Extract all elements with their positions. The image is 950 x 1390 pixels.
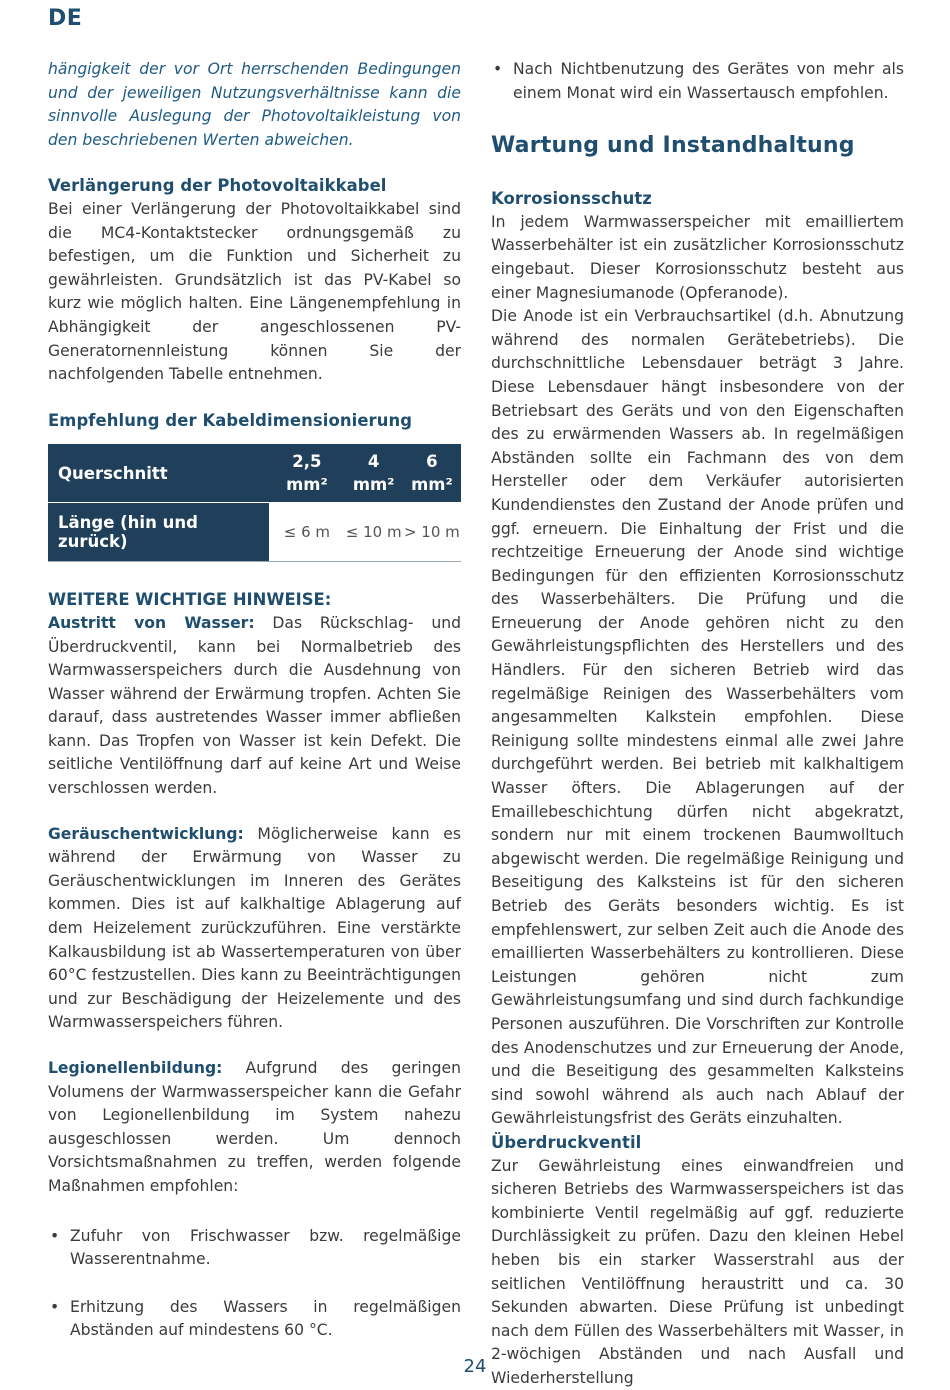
noise-lead: Geräuschentwicklung: [48,824,244,843]
legionella-text: Aufgrund des geringen Volumens der Warmwasserspeicher kann die Gefahr von Legionellenbildung im System nahezu ausgeschlossen werden. Um dennoch Vorsichtsmaßnahmen zu treffen, werden folgende Maßnahmen empfohlen: [48,1059,461,1195]
cable-table-heading: Empfehlung der Kabeldimensionierung [48,410,413,430]
water-text: Das Rückschlag- und Überdruckventil, kann bei Normalbetrieb des Warmwasserspeichers durch die Ausdehnung von Wasser während der Erwärmung tropfen. Achten Sie darauf, dass austretendes Wasser immer abfließen kann. Das Tropfen von Wasser ist kein Defekt. Die seitliche Ventilöffnung darf auf keine Art und Weise verschlossen werden. [48,613,462,798]
corrosion-text-1: In jedem Warmwasserspeicher mit emailliertem Wasserbehälter ist ein zusätzlicher Korrosionsschutz eingebaut. Dieser Korrosionsschutz besteht aus einer Magnesiumanode (Opferanode). [491,212,904,302]
table-row [48,503,461,562]
noise-paragraph [48,823,461,1035]
table-cell: ≤ 6 m [269,503,344,562]
water-paragraph [48,612,461,801]
table-header-row [48,444,461,503]
left-column [48,58,461,1343]
table-header-cell: Querschnitt [48,444,269,503]
valve-heading: Überdruckventil [491,1132,642,1152]
language-label: DE [48,6,83,31]
water-exchange-list [491,58,904,105]
cable-dimension-table [48,444,461,562]
corrosion-heading: Korrosionsschutz [491,189,652,209]
table-header-cell: 2,5 mm² [269,444,344,503]
right-column [491,58,904,1390]
table-cell: > 10 m [403,503,461,562]
page-number: 24 [463,1356,487,1377]
pv-cable-text: Bei einer Verlängerung der Photovoltaikkabel sind die MC4-Kontaktstecker ordnungsgemäß zu befestigen, um die Funktion und Sicherheit zu gewährleisten. Grundsätzlich ist das PV-Kabel so kurz wie möglich halten. Eine Längenempfehlung in Abhängigkeit der angeschlossenen PV-Generatornennleistung können Sie der nachfolgenden Tabelle entnehmen. [48,199,461,384]
corrosion-text-2: Die Anode ist ein Verbrauchsartikel (d.h. Abnutzung während des normalen Gerätebetriebs). Die durchschnittliche Lebensdauer beträgt 3 Jahre. Diese Lebensdauer hängt insbesondere von der Betriebsart des Geräts und von den Eigenschaften des zu erwärmenden Wassers ab. In regelmäßigen Abständen sollte ein Fachmann des von dem Hersteller oder dem Verkäufer autorisierten Kundendienstes den Zustand der Anode prüfen und ggf. erneuern. Die Einhaltung der Frist und die rechtzeitige Erneuerung der Anode sind wichtige Bedingungen für den effizienten Korrosionsschutz des Wasserbehälters. Die Prüfung und die Erneuerung der Anode gehören nicht zu den Gewährleistungspflichten des Herstellers und des Händlers. Für den sicheren Betrieb wird das regelmäßige Reinigen des Wasserbehälters vom angesammelten Kalkstein empfohlen. Diese Reinigung sollte mindestens einmal alle zwei Jahre durchgeführt werden. Bei betrieb mit kalkhaltigem Wasser öfters. Die Ablagerungen auf der Emaillebeschichtung dürfen nicht abgekratzt, sondern nur mit einem trockenen Baumwolltuch abgewischt werden. Die regelmäßige Reinigung und Beseitigung des Kalksteins ist für den sicheren Betrieb des Geräts besonders wichtig. Es ist empfehlenswert, zur selben Zeit auch die Anode des emaillierten Wasserbehälters zu kontrollieren. Diese Leistungen gehören nicht zum Gewährleistungsumfang und sind durch fachkundige Personen auszuführen. Die Vorschriften zur Kontrolle des Anodenschutzes und zur Erneuerung der Anode, und die Beseitigung des gesammelten Kalksteins sind sowohl während als auch nach Ablauf der Gewährleistungsfrist des Geräts einzuhalten. [491,307,904,1128]
legionella-measures-list [48,1225,461,1343]
list-item: • Erhitzung des Wassers in regelmäßigen Abständen auf mindestens 60 °C. [48,1296,461,1343]
noise-text: Möglicherweise kann es während der Erwärmung von Wasser zu Geräuschentwicklungen im Inneren des Gerätes kommen. Dies ist auf kalkhaltige Ablagerung auf dem Heizelement zurückzuführen. Eine verstärkte Kalkausbildung ist ab Wassertemperaturen von über 60°C festzustellen. Dies kann zu Beeinträchtigungen und zur Beschädigung der Heizelemente und des Warmwasserspeichers führen. [48,824,461,1032]
intro-text: hängigkeit der vor Ort herrschenden Bedingungen und der jeweiligen Nutzungsverhältnisse kann die sinnvolle Auslegung der Photovoltaikleistung von den beschriebenen Werten abweichen. [48,60,461,149]
pv-cable-heading: Verlängerung der Photovoltaikkabel [48,176,387,196]
legionella-lead: Legionellenbildung: [48,1059,223,1077]
table-header-cell: 6 mm² [403,444,461,503]
legionella-paragraph [48,1057,461,1199]
maintenance-heading: Wartung und Instandhaltung [491,133,855,159]
table-cell: ≤ 10 m [345,503,403,562]
list-item: • Nach Nichtbenutzung des Gerätes von mehr als einem Monat wird ein Wassertausch empfohlen. [491,58,904,105]
table-header-cell: 4 mm² [345,444,403,503]
table-row-label: Länge (hin und zurück) [48,503,269,562]
notes-heading: WEITERE WICHTIGE HINWEISE: [48,590,332,610]
list-item: • Zufuhr von Frischwasser bzw. regelmäßige Wasserentnahme. [48,1225,461,1272]
water-lead: Austritt von Wasser: [48,613,255,632]
valve-text: Zur Gewährleistung eines einwandfreien und sicheren Betriebs des Warmwasserspeichers ist das kombinierte Ventil regelmäßig auf ggf. reduzierte Durchlässigkeit zu prüfen. Dazu den kleinen Hebel heben bis ein starker Wasserstrahl aus der seitlichen Ventilöffnung heraustritt und ca. 30 Sekunden abwarten. Diese Prüfung ist unbedingt nach dem Füllen des Wasserbehälters mit Wasser, in 2-wöchigen Abständen und nach Ausfall und Wiederherstellung [491,1156,904,1387]
